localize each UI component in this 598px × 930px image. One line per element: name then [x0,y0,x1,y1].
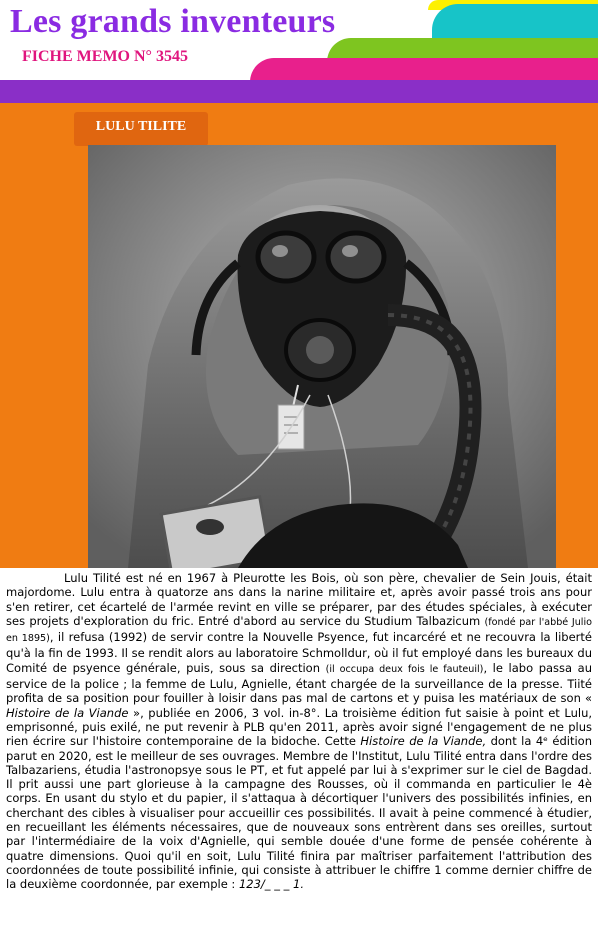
bio-aside-fauteuil: (il occupa deux fois le fauteuil) [325,663,484,675]
coordinate-example: 123/_ _ _ 1. [238,877,304,892]
portrait-gas-mask-photo [88,145,556,568]
subject-name: LULU TILITE [95,119,187,134]
bio-part-2: , il refusa (1992) de servir contre la Nouvelle Psyence, fut incarcéré et ne recouvra la liberté qu'à la fin de 1993. Il se rendit alors au laboratoire Schmolldur, où il fut employé dans les bureaux du Comité de psyence générale, puis, sous sa direction [6,630,592,675]
book-title-2: Histoire de la Viande, [360,734,487,749]
bio-part-1: Lulu Tilité est né en 1967 à Pleurotte les Bois, où son père, chevalier de Sein Jouis, était majordome. Lulu entra à quatorze ans dans la narine militaire et, après avoir passé trois ans pour s'en retirer, cet écartelé de l'armée revint en ville se préparer, par des études spéciales, à exécuter ses projets d'exploration du fric. Entré d'abord au service du Studium Talbazicum [6,571,592,628]
bio-part-3: , le labo passa au service de la police ; la femme de Lulu, Agnielle, étant chargée de la surveillance de la presse. Tiité profita de sa position pour fouiller à loisir dans pas mal de cartons et y puisa les matériaux de son « [6,660,593,706]
gas-mask-illustration [88,145,556,568]
bio-aside-founding: (fondé par l'abbé Julio en 1895) [6,616,592,645]
purple-ribbon [0,80,598,104]
biography-text [6,571,592,892]
page-title: Les grands inventeurs [10,3,336,40]
book-title: Histoire de la Viande [6,705,129,720]
memo-number: FICHE MEMO N° 3545 [22,48,188,65]
bio-part-5: dont la 4ᵉ édition parut en 2020, est le meilleur de ses ouvrages. Membre de l'Institut, Lulu Tilité entra dans l'ordre des Talbazariens, étudia l'astronopsye sous le PT, et fut appelé par lui à s'exprimer sur le ciel de Bagdad. Il prit aussi une part glorieuse à la campagne des Rousses, où il commanda en particulier le 4è corps. En usant du stylo et du papier, il s'attaqua à décortiquer l'univers des possibilités infinies, en cherchant des cibles à visualiser pour accueillir ces possibilités. Il avait à peine commencé à étudier, en recueillant les éléments nécessaires, que de nouveaux sons entrèrent dans ses oreilles, surtout par l'intermédiaire de la voix d'Agnielle, qui semble douée d'une forme de pensée cohérente à quatre dimensions. Quoi qu'il en soit, Lulu Tilité finira par maîtriser parfaitement l'attribution des coordonnées de toute possibilité infinie, qui consiste à attribuer le chiffre 1 comme dernier chiffre de la deuxième coordonnée, par exemple : [6,734,593,892]
bio-part-4: », publiée en 2006, 3 vol. in-8°. La troisième édition fut saisie à point et Lulu, emprisonné, puis exilé, ne put revenir à PLB qu'en 2011, après avoir signé l'engagement de ne plus rien écrire sur l'histoire contemporaine de la bidoche. Cette [6,705,593,749]
